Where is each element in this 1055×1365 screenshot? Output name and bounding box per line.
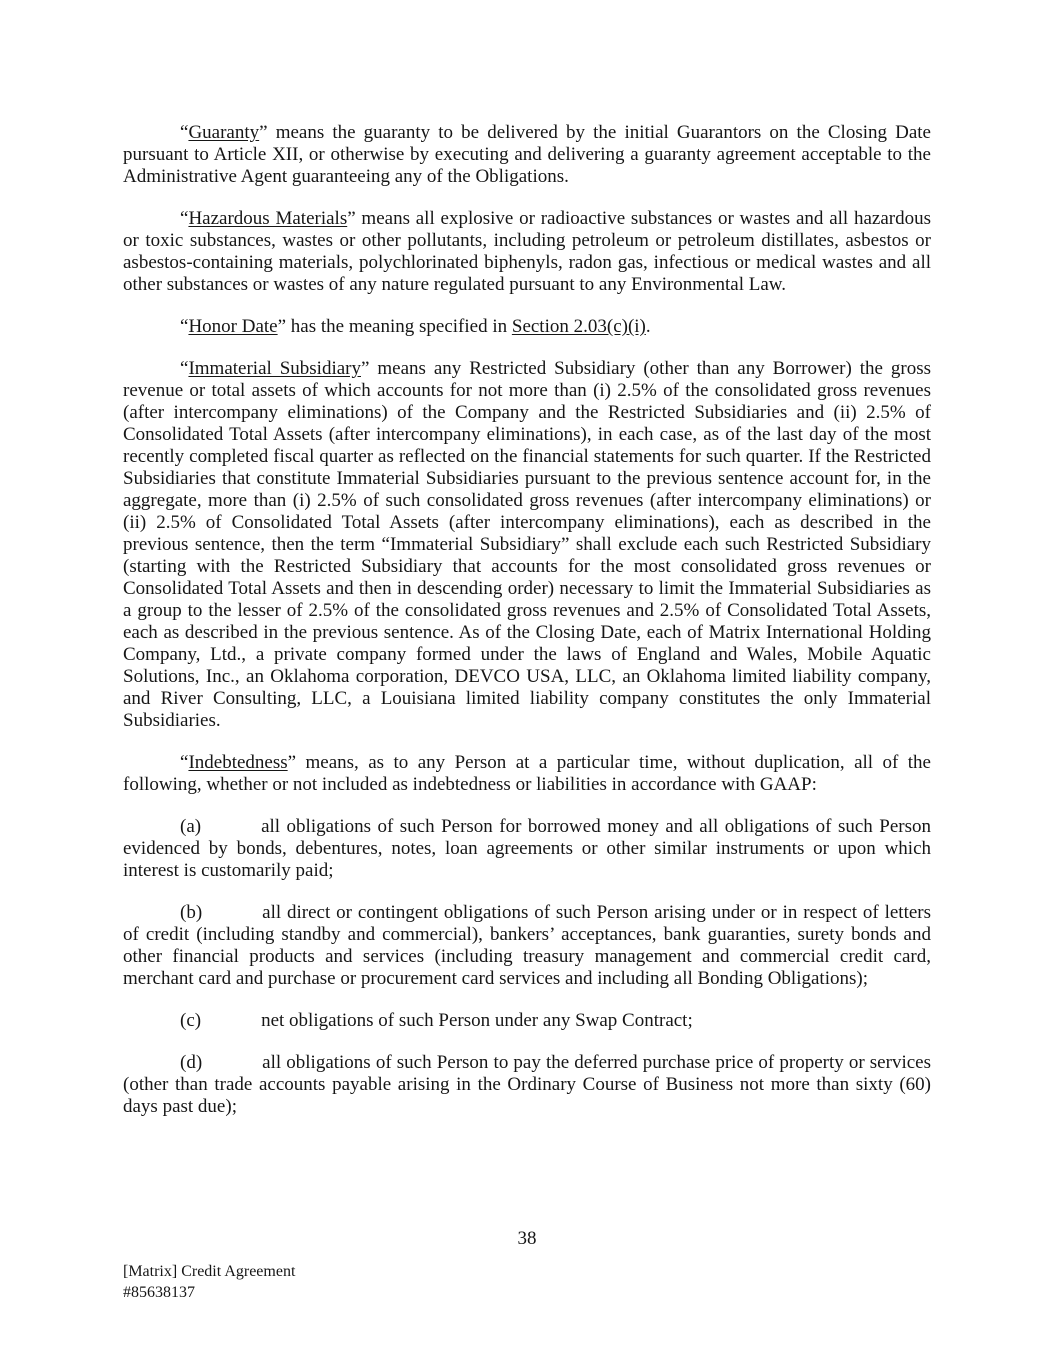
footer-line-title: [Matrix] Credit Agreement <box>123 1263 296 1280</box>
text-run: all direct or contingent obligations of such Person arising under or in respect of letters of credit (including standby and commercial), bankers’ acceptances, bank guaranties, surety bonds and other financial products and services (including treasury management and commercial credit card, merchant card and purchase or procurement card services and including all Bonding Obligations); <box>123 902 931 989</box>
text-run: “ <box>180 316 189 337</box>
page-number: 38 <box>517 1228 537 1249</box>
text-run: “ <box>180 752 189 773</box>
list-item-label: (c) <box>180 1010 202 1031</box>
text-run: ” means any Restricted Subsidiary (other than any Borrower) the gross revenue or total assets of which accounts for not more than (i) 2.5% of the consolidated gross revenues (after intercompany eliminations) of the Company and the Restricted Subsidiaries and (ii) 2.5% of Consolidated Total Assets (after intercompany eliminations), in each case, as of the last day of the most recently completed fiscal quarter as reflected on the financial statements for such quarter. If the Restricted Subsidiaries that constitute Immaterial Subsidiaries pursuant to the previous sentence account for, in the aggregate, more than (i) 2.5% of such consolidated gross revenues (after intercompany eliminations) or (ii) 2.5% of Consolidated Total Assets (after intercompany eliminations), each as described in the previous sentence, then the term “Immaterial Subsidiary” shall exclude each such Restricted Subsidiary (starting with the Restricted Subsidiary that accounts for the most consolidated gross revenues or Consolidated Total Assets and then in descending order) necessary to limit the Immaterial Subsidiaries as a group to the lesser of 2.5% of the consolidated gross revenues and 2.5% of Consolidated Total Assets, each as described in the previous sentence. As of the Closing Date, each of Matrix International Holding Company, Ltd., a private company formed under the laws of England and Wales, Mobile Aquatic Solutions, Inc., an Oklahoma corporation, DEVCO USA, LLC, an Oklahoma limited liability company, and River Consulting, LLC, a Louisiana limited liability company constitutes the only Immaterial Subsidiaries. <box>123 358 931 731</box>
list-paragraph <box>123 902 931 990</box>
defined-term: Guaranty <box>188 122 260 143</box>
text-run: . <box>645 316 651 337</box>
text-run: ” means the guaranty to be delivered by the initial Guarantors on the Closing Date pursuant to Article XII, or otherwise by executing and delivering a guaranty agreement acceptable to the Administrative Agent guaranteeing any of the Obligations. <box>123 122 931 187</box>
paragraph <box>123 316 931 338</box>
document-body <box>123 122 931 1118</box>
list-item-label: (a) <box>180 816 202 837</box>
text-run: “ <box>180 122 189 143</box>
defined-term: Indebtedness <box>188 752 288 773</box>
paragraph <box>123 122 931 188</box>
text-run: ” has the meaning specified in <box>277 316 512 337</box>
paragraph <box>123 208 931 296</box>
defined-term: Immaterial Subsidiary <box>188 358 361 379</box>
text-run: “ <box>180 208 189 229</box>
defined-term: Hazardous Materials <box>188 208 348 229</box>
paragraph <box>123 752 931 796</box>
defined-term: Honor Date <box>188 316 278 337</box>
paragraph <box>123 358 931 732</box>
document-footer <box>123 1261 295 1303</box>
text-run: all obligations of such Person for borrowed money and all obligations of such Person evidenced by bonds, debentures, notes, loan agreements or other similar instruments or upon which interest is customarily paid; <box>123 816 931 881</box>
text-run: “ <box>180 358 189 379</box>
text-run: net obligations of such Person under any Swap Contract; <box>261 1010 693 1031</box>
text-run: all obligations of such Person to pay the deferred purchase price of property or services (other than trade accounts payable arising in the Ordinary Course of Business not more than sixty (60) days past due); <box>123 1052 931 1117</box>
text-run: ” means, as to any Person at a particular time, without duplication, all of the following, whether or not included as indebtedness or liabilities in accordance with GAAP: <box>123 752 931 795</box>
list-paragraph <box>123 1010 931 1032</box>
list-paragraph <box>123 1052 931 1118</box>
text-run: ” means all explosive or radioactive substances or wastes and all hazardous or toxic substances, wastes or other pollutants, including petroleum or petroleum distillates, asbestos or asbestos-containing materials, polychlorinated biphenyls, radon gas, infectious or medical wastes and all other substances or wastes of any nature regulated pursuant to any Environmental Law. <box>123 208 931 295</box>
list-item-label: (d) <box>180 1052 203 1073</box>
defined-term: Section 2.03(c)(i) <box>511 316 646 337</box>
footer-line-docnumber: #85638137 <box>123 1284 195 1301</box>
list-paragraph <box>123 816 931 882</box>
list-item-label: (b) <box>180 902 203 923</box>
